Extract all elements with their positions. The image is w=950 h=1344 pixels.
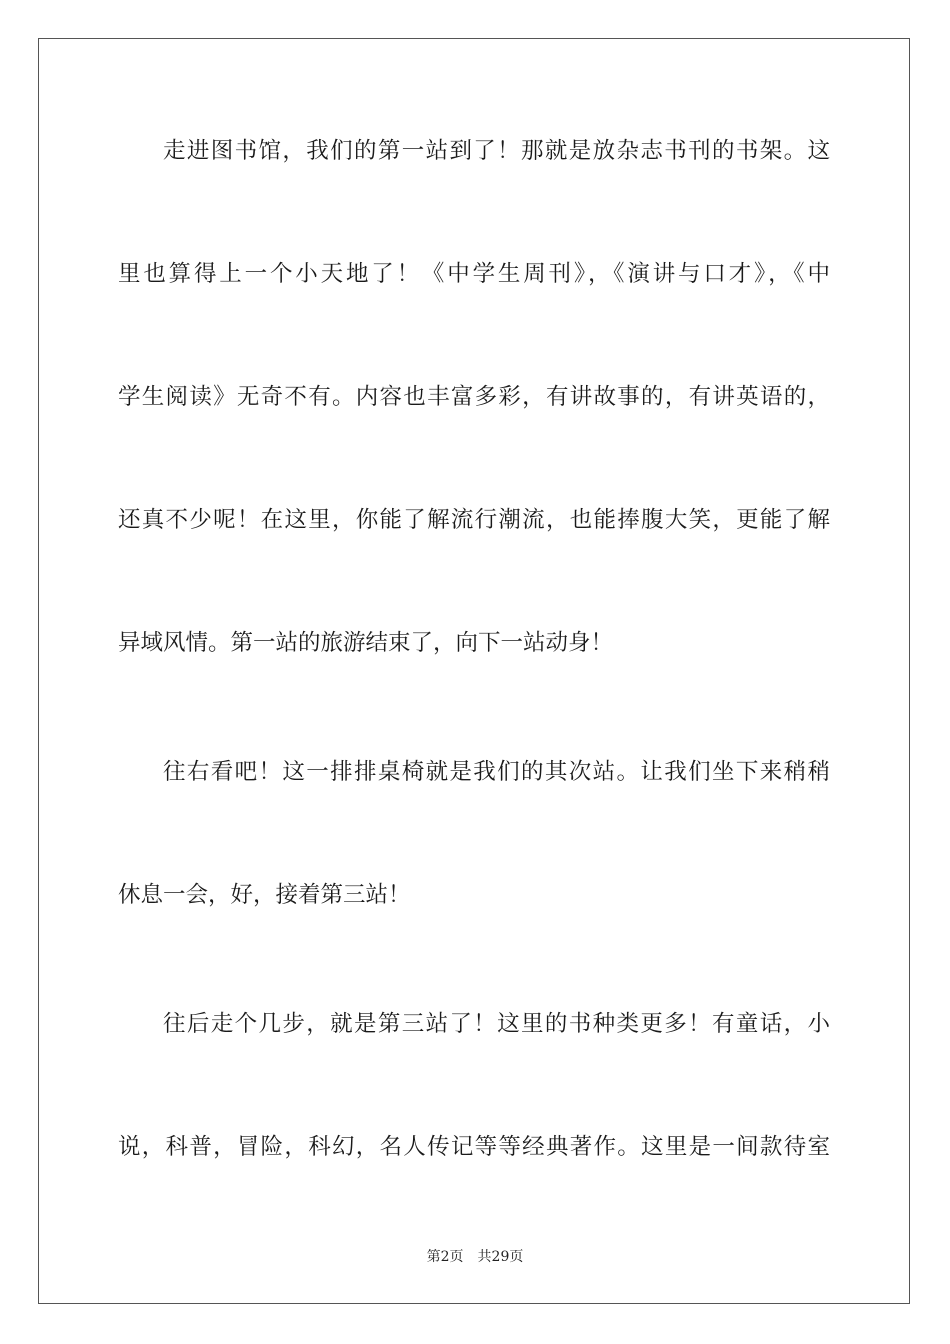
paragraph-1-line-2: 里也算得上一个小天地了！《中学生周刊》，《演讲与口才》，《中 [118, 261, 830, 287]
paragraph-2-line-1: 往右看吧！这一排排桌椅就是我们的其次站。让我们坐下来稍稍 [163, 759, 830, 785]
paragraph-1-line-4: 还真不少呢！在这里，你能了解流行潮流，也能捧腹大笑，更能了解 [118, 507, 830, 533]
page-frame [38, 38, 910, 1304]
paragraph-3-line-1: 往后走个几步，就是第三站了！这里的书种类更多！有童话，小 [163, 1011, 830, 1037]
paragraph-1-line-5: 异域风情。第一站的旅游结束了，向下一站动身！ [118, 630, 614, 656]
paragraph-3-line-2: 说，科普，冒险，科幻，名人传记等等经典著作。这里是一间款待室 [118, 1134, 830, 1160]
page-total: 共29页 [477, 1249, 524, 1265]
paragraph-1-line-3: 学生阅读》无奇不有。内容也丰富多彩，有讲故事的，有讲英语的， [118, 384, 830, 410]
page-footer [0, 1248, 950, 1266]
paragraph-1-line-1: 走进图书馆，我们的第一站到了！那就是放杂志书刊的书架。这 [163, 138, 830, 164]
paragraph-2-line-2: 休息一会，好，接着第三站！ [118, 882, 411, 908]
page-number: 第2页 [426, 1249, 464, 1265]
